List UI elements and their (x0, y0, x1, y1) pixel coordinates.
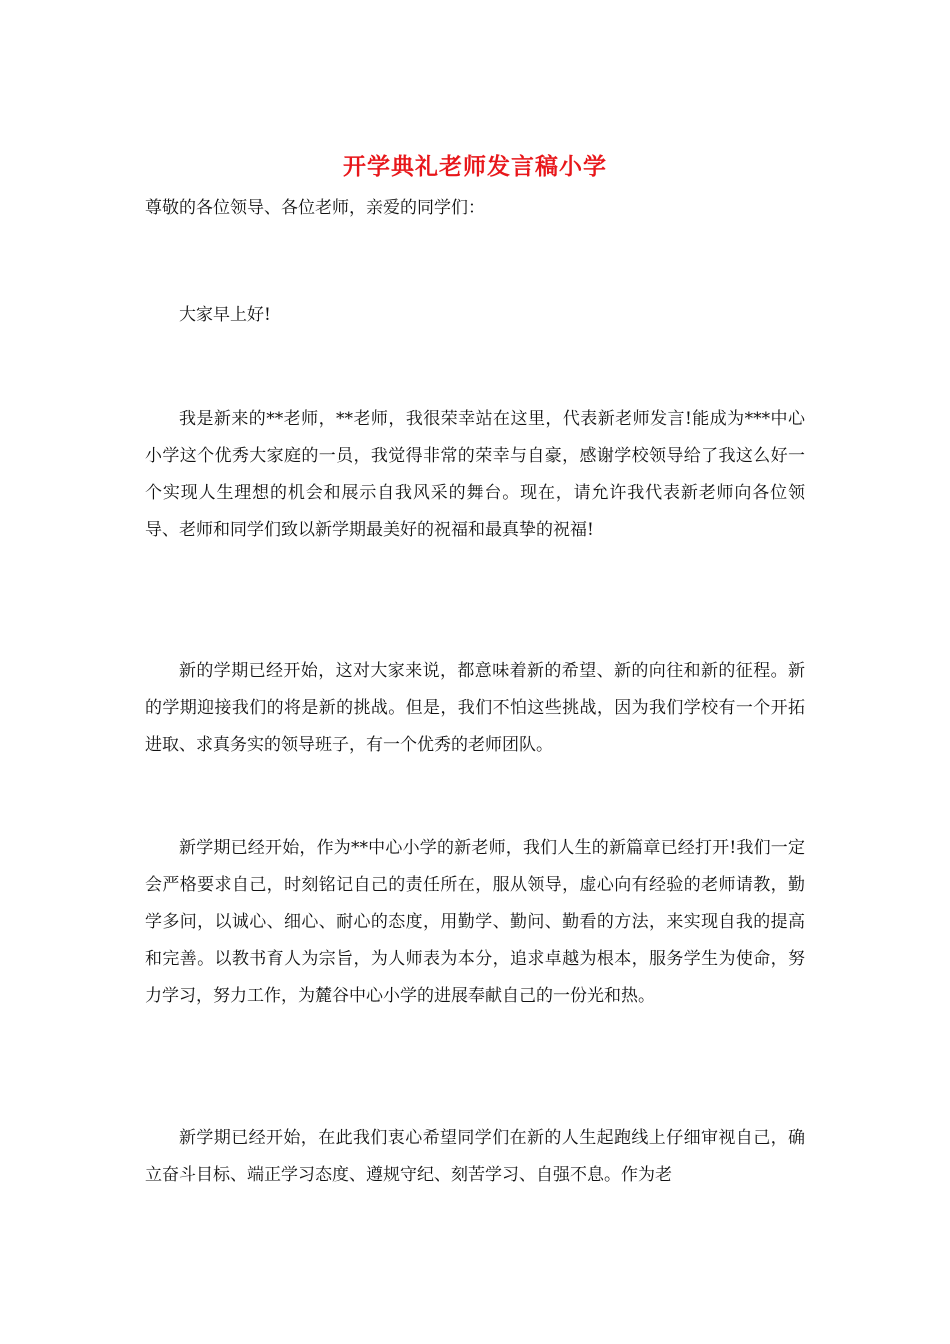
paragraph-greeting: 大家早上好! (179, 305, 271, 325)
paragraph-introduction: 我是新来的**老师，**老师，我很荣幸站在这里，代表新老师发言!能成为***中心小学这个优秀大家庭的一员，我觉得非常的荣幸与自豪，感谢学校领导给了我这么好一个实现人生理想的机会和展示自我风采的舞台。现在，请允许我代表新老师向各位领导、老师和同学们致以新学期最美好的祝福和最真挚的祝福! (145, 409, 805, 540)
salutation: 尊敬的各位领导、各位老师，亲爱的同学们： (145, 198, 485, 218)
paragraph-teacher-commitment: 新学期已经开始，作为**中心小学的新老师，我们人生的新篇章已经打开!我们一定会严格要求自己，时刻铭记自己的责任所在，服从领导，虚心向有经验的老师请教，勤学多问，以诚心、细心、耐心的态度，用勤学、勤问、勤看的方法，来实现自我的提高和完善。以教书育人为宗旨，为人师表为本分，追求卓越为根本，服务学生为使命，努力学习，努力工作，为麓谷中心小学的进展奉献自己的一份光和热。 (145, 838, 805, 1006)
paragraph-student-hopes: 新学期已经开始，在此我们衷心希望同学们在新的人生起跑线上仔细审视自己，确立奋斗目标、端正学习态度、遵规守纪、刻苦学习、自强不息。作为老 (145, 1128, 805, 1185)
document-title: 开学典礼老师发言稿小学 (343, 153, 607, 180)
paragraph-new-semester: 新的学期已经开始，这对大家来说，都意味着新的希望、新的向往和新的征程。新的学期迎接我们的将是新的挑战。但是，我们不怕这些挑战，因为我们学校有一个开拓进取、求真务实的领导班子，有一个优秀的老师团队。 (145, 661, 805, 755)
